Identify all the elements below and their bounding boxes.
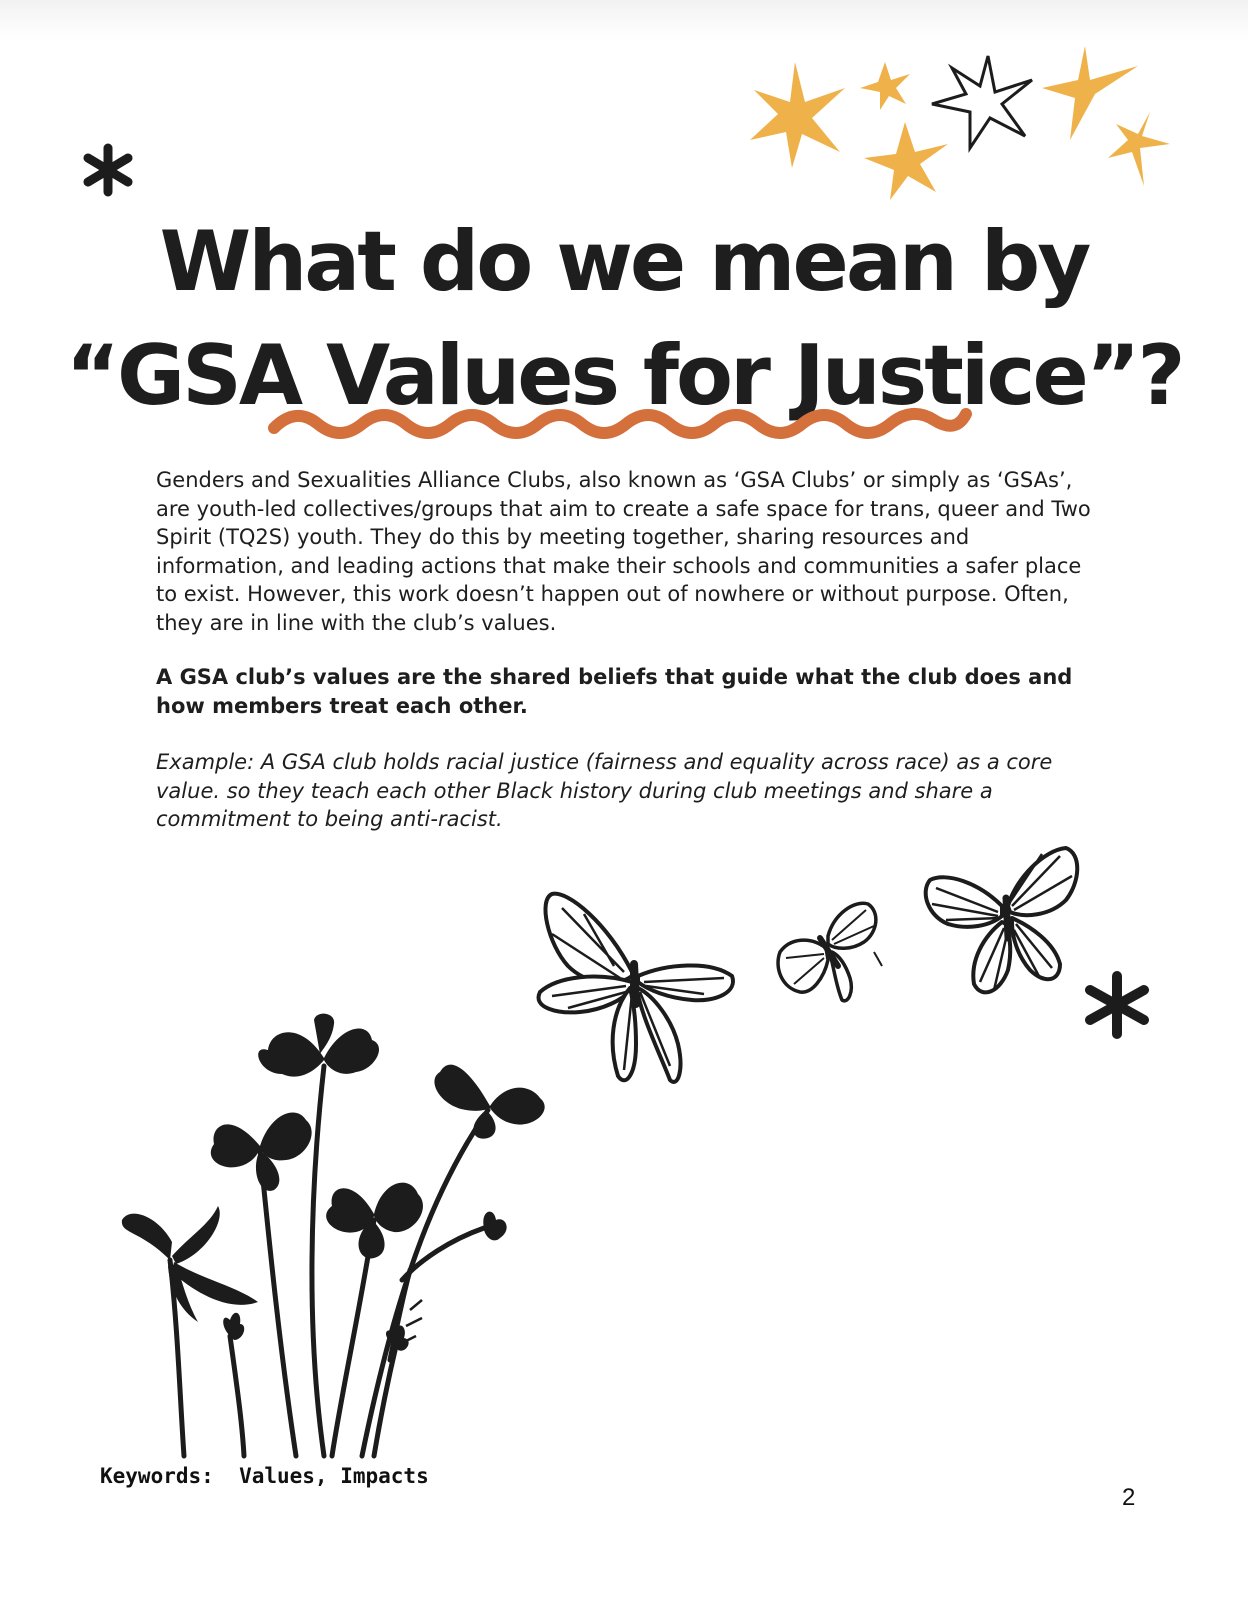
keywords-label: Keywords: Values, Impacts (100, 1464, 429, 1488)
asterisk-icon (1080, 968, 1154, 1042)
butterfly-icon (920, 842, 1086, 1002)
definition-paragraph: A GSA club’s values are the shared beliefs that guide what the club does and how members treat each other. (156, 665, 1073, 718)
asterisk-icon (78, 140, 138, 200)
example-paragraph: Example: A GSA club holds racial justice (fairness and equality across race) as a core value. so they teach each other Black history during club meetings and share a commitment to being anti-racist. (156, 750, 1053, 831)
wildflowers-illustration (110, 1010, 570, 1460)
title-line-1: What do we mean by (159, 213, 1089, 310)
title-line-2: “GSA Values for Justice”? (65, 327, 1183, 424)
butterfly-icon (770, 896, 886, 1008)
top-shade (0, 0, 1248, 40)
page-number: 2 (1122, 1484, 1136, 1511)
stars-cluster-icon (740, 40, 1180, 210)
squiggle-underline (266, 398, 976, 448)
intro-paragraph: Genders and Sexualities Alliance Clubs, also known as ‘GSA Clubs’ or simply as ‘GSAs’, are youth-led collectives/groups that aim to create a safe space for trans, queer and Two Spirit (TQ2S) youth. They do this by meeting together, sharing resources and information, and leading actions that make their schools and communities a safer place to exist. However, this work doesn’t happen out of nowhere or without purpose. Often, they are in line with the club’s values. (156, 468, 1091, 635)
